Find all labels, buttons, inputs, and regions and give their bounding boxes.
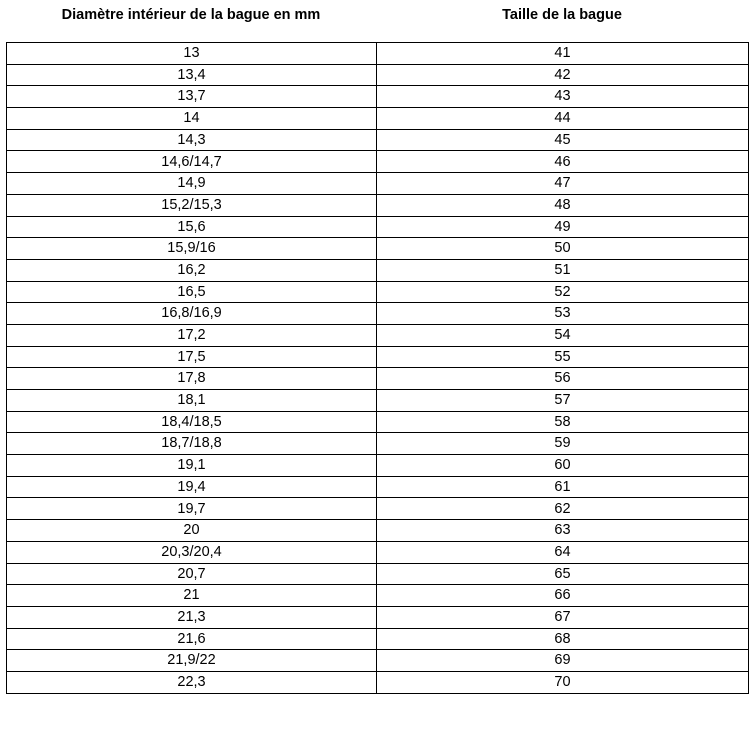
diameter-cell: 14 — [7, 108, 377, 130]
diameter-cell: 16,5 — [7, 281, 377, 303]
diameter-cell: 15,2/15,3 — [7, 194, 377, 216]
table-row — [7, 259, 749, 281]
table-header — [6, 0, 748, 42]
table-body — [7, 43, 749, 694]
diameter-cell: 15,9/16 — [7, 238, 377, 260]
diameter-cell: 18,1 — [7, 390, 377, 412]
diameter-cell: 18,4/18,5 — [7, 411, 377, 433]
diameter-cell: 16,2 — [7, 259, 377, 281]
size-cell: 44 — [377, 108, 749, 130]
size-cell: 57 — [377, 390, 749, 412]
diameter-cell: 21,9/22 — [7, 650, 377, 672]
diameter-cell: 17,8 — [7, 368, 377, 390]
table-row — [7, 650, 749, 672]
table-row — [7, 585, 749, 607]
size-cell: 53 — [377, 303, 749, 325]
table-row — [7, 628, 749, 650]
size-cell: 59 — [377, 433, 749, 455]
size-cell: 62 — [377, 498, 749, 520]
table-row — [7, 194, 749, 216]
size-cell: 54 — [377, 324, 749, 346]
diameter-cell: 21,6 — [7, 628, 377, 650]
diameter-cell: 17,5 — [7, 346, 377, 368]
size-cell: 48 — [377, 194, 749, 216]
size-cell: 70 — [377, 671, 749, 693]
table-row — [7, 368, 749, 390]
size-cell: 49 — [377, 216, 749, 238]
size-cell: 58 — [377, 411, 749, 433]
table-row — [7, 433, 749, 455]
table-row — [7, 520, 749, 542]
diameter-cell: 13,4 — [7, 64, 377, 86]
size-cell: 65 — [377, 563, 749, 585]
size-cell: 47 — [377, 173, 749, 195]
diameter-cell: 19,7 — [7, 498, 377, 520]
diameter-cell: 21,3 — [7, 606, 377, 628]
diameter-cell: 15,6 — [7, 216, 377, 238]
diameter-cell: 14,3 — [7, 129, 377, 151]
header-diameter: Diamètre intérieur de la bague en mm — [61, 7, 321, 23]
table-row — [7, 108, 749, 130]
diameter-cell: 14,6/14,7 — [7, 151, 377, 173]
diameter-cell: 13 — [7, 43, 377, 65]
table-row — [7, 671, 749, 693]
size-cell: 46 — [377, 151, 749, 173]
header-size: Taille de la bague — [502, 7, 622, 23]
size-cell: 61 — [377, 476, 749, 498]
size-cell: 68 — [377, 628, 749, 650]
table-row — [7, 281, 749, 303]
size-cell: 50 — [377, 238, 749, 260]
diameter-cell: 20,3/20,4 — [7, 541, 377, 563]
table-row — [7, 606, 749, 628]
size-cell: 41 — [377, 43, 749, 65]
diameter-cell: 22,3 — [7, 671, 377, 693]
table-row — [7, 151, 749, 173]
diameter-cell: 19,4 — [7, 476, 377, 498]
table-row — [7, 324, 749, 346]
ring-size-table — [6, 42, 749, 694]
size-cell: 69 — [377, 650, 749, 672]
table-row — [7, 43, 749, 65]
table-row — [7, 64, 749, 86]
diameter-cell: 14,9 — [7, 173, 377, 195]
table-row — [7, 455, 749, 477]
size-cell: 60 — [377, 455, 749, 477]
diameter-cell: 18,7/18,8 — [7, 433, 377, 455]
size-cell: 45 — [377, 129, 749, 151]
table-row — [7, 216, 749, 238]
size-cell: 51 — [377, 259, 749, 281]
table-row — [7, 238, 749, 260]
table-row — [7, 86, 749, 108]
size-cell: 43 — [377, 86, 749, 108]
table-row — [7, 498, 749, 520]
table-row — [7, 173, 749, 195]
table-row — [7, 541, 749, 563]
size-cell: 67 — [377, 606, 749, 628]
size-cell: 42 — [377, 64, 749, 86]
table-row — [7, 411, 749, 433]
diameter-cell: 20 — [7, 520, 377, 542]
size-cell: 63 — [377, 520, 749, 542]
diameter-cell: 19,1 — [7, 455, 377, 477]
size-cell: 55 — [377, 346, 749, 368]
diameter-cell: 16,8/16,9 — [7, 303, 377, 325]
diameter-cell: 17,2 — [7, 324, 377, 346]
table-row — [7, 390, 749, 412]
size-cell: 52 — [377, 281, 749, 303]
size-cell: 56 — [377, 368, 749, 390]
diameter-cell: 21 — [7, 585, 377, 607]
table-row — [7, 346, 749, 368]
diameter-cell: 20,7 — [7, 563, 377, 585]
table-row — [7, 563, 749, 585]
size-cell: 66 — [377, 585, 749, 607]
table-row — [7, 476, 749, 498]
table-row — [7, 303, 749, 325]
size-cell: 64 — [377, 541, 749, 563]
table-row — [7, 129, 749, 151]
diameter-cell: 13,7 — [7, 86, 377, 108]
